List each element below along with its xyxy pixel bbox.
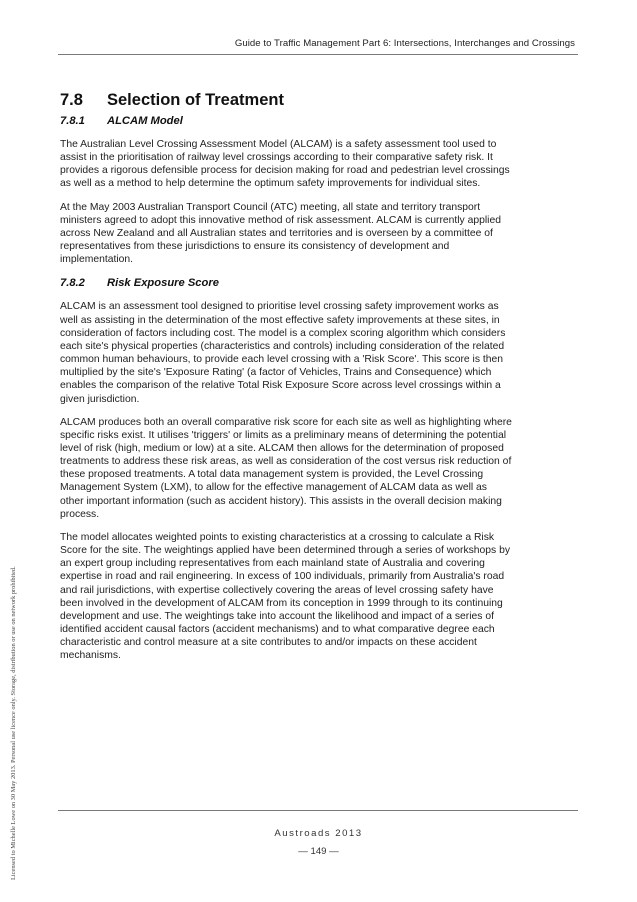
text-line: common human behaviours, to provide each level crossing with a 'Risk Score'. This score is then	[60, 354, 503, 366]
text-line: been involved in the development of ALCAM from its conception in 1999 through to its continuing	[60, 597, 503, 609]
subsection-title: ALCAM Model	[107, 115, 183, 127]
text-line: implementation.	[60, 254, 134, 266]
text-line: expertise in road and rail engineering. In excess of 100 individuals, primarily from Australia's road	[60, 571, 505, 583]
text-line: as well as a method to help determine the optimum safety improvements for individual sites.	[60, 178, 481, 190]
text-line: assist in the prioritisation of railway level crossings according to their comparative safety risk. It	[60, 152, 493, 164]
text-line: ALCAM is an assessment tool designed to prioritise level crossing safety improvement works as	[60, 301, 499, 313]
main-content	[60, 90, 576, 662]
subsection-title: Risk Exposure Score	[107, 277, 219, 290]
page-number: — 149 —	[298, 846, 339, 857]
subsection-body-alcam-model	[60, 138, 576, 266]
body-paragraph	[60, 138, 576, 191]
text-line: well as assisting in the determination of the most effective safety improvements at these sites, in	[60, 314, 500, 326]
text-line: consideration of factors including cost. The model is a complex scoring algorithm which considers	[60, 327, 506, 339]
text-line: ALCAM produces both an overall comparative risk score for each site as well as highlighting where	[60, 416, 512, 428]
text-line: The model allocates weighted points to existing characteristics at a crossing to calculate a Risk	[60, 531, 495, 543]
text-line: each site's physical properties (characteristics and controls) including consideration of the related	[60, 340, 505, 352]
text-line: multiplied by the site's 'Exposure Rating' (a factor of Vehicles, Trains and Consequence) which	[60, 367, 492, 379]
text-line: enables the comparison of the relative Total Risk Exposure Score across level crossings within a	[60, 380, 501, 392]
text-line: Management System (LXM), to allow for the effective management of ALCAM data as well as	[60, 482, 487, 494]
footer-publisher: Austroads 2013	[274, 828, 363, 839]
licence-watermark: Licensed to Michelle Lowe on 30 May 2013. Personal use licence only. Storage, distribution or use on network prohibited.	[10, 566, 17, 880]
text-line: representatives from these jurisdictions to ensure its consistency of development and	[60, 241, 450, 253]
text-line: At the May 2003 Australian Transport Council (ATC) meeting, all state and territory transport	[60, 201, 481, 213]
subsection-heading-risk-exposure-score	[60, 276, 576, 291]
text-line: across New Zealand and all Australian states and territories and is overseen by a committee of	[60, 227, 493, 239]
text-line: treatments to address these risk areas, as well as consideration of the cost versus risk reduction of	[60, 456, 512, 468]
text-line: level of risk (high, medium or low) at a site. ALCAM then allows for the determination of proposed	[60, 442, 504, 454]
footer-divider	[58, 810, 578, 811]
text-line: other important information (such as accident history). This assists in the overall decision making	[60, 495, 502, 507]
text-line: identified accident causal factors (accident mechanisms) and to what comparative degree each	[60, 624, 495, 635]
subsection-body-risk-exposure-score	[60, 300, 576, 662]
text-line: Score for the site. The weightings applied have been determined through a series of workshops by	[60, 545, 511, 557]
text-line: specific risks exist. It utilises 'triggers' or limits as a preliminary means of determining the potential	[60, 429, 507, 441]
body-paragraph	[60, 201, 576, 267]
text-line: given jurisdiction.	[60, 393, 140, 405]
text-line: mechanisms.	[60, 650, 121, 662]
body-paragraph	[60, 416, 576, 521]
text-line: ministers agreed to adopt this innovative method of risk assessment. ALCAM is currently applied	[60, 214, 501, 226]
body-paragraph	[60, 531, 576, 663]
text-line: development and use. The weightings take into account the likelihood and impact of a series of	[60, 610, 494, 622]
text-line: and rail jurisdictions, with expertise collectively covering the areas of level crossing safety have	[60, 584, 494, 596]
text-line: characteristic and control measure at a site contributes to and/or impacts on these accident	[60, 637, 477, 649]
subsection-number: 7.8.2	[60, 277, 85, 290]
subsection-number: 7.8.1	[60, 115, 85, 127]
section-title: Selection of Treatment	[107, 91, 284, 109]
text-line: provides a rigorous defensible process for decision making for road and pedestrian level crossings	[60, 165, 510, 177]
text-line: process.	[60, 508, 100, 520]
text-line: these proposed treatments. A total data management system is provided, the Level Crossing	[60, 469, 484, 481]
section-heading	[60, 90, 576, 110]
subsection-heading-alcam-model	[60, 114, 576, 129]
body-paragraph	[60, 300, 576, 405]
text-line: The Australian Level Crossing Assessment Model (ALCAM) is a safety assessment tool used to	[60, 139, 497, 150]
text-line: an expert group including representatives from each mainland state of Australia and covering	[60, 558, 485, 570]
running-header: Guide to Traffic Management Part 6: Intersections, Interchanges and Crossings	[234, 38, 575, 49]
header-divider	[58, 54, 578, 55]
section-number: 7.8	[60, 91, 83, 109]
